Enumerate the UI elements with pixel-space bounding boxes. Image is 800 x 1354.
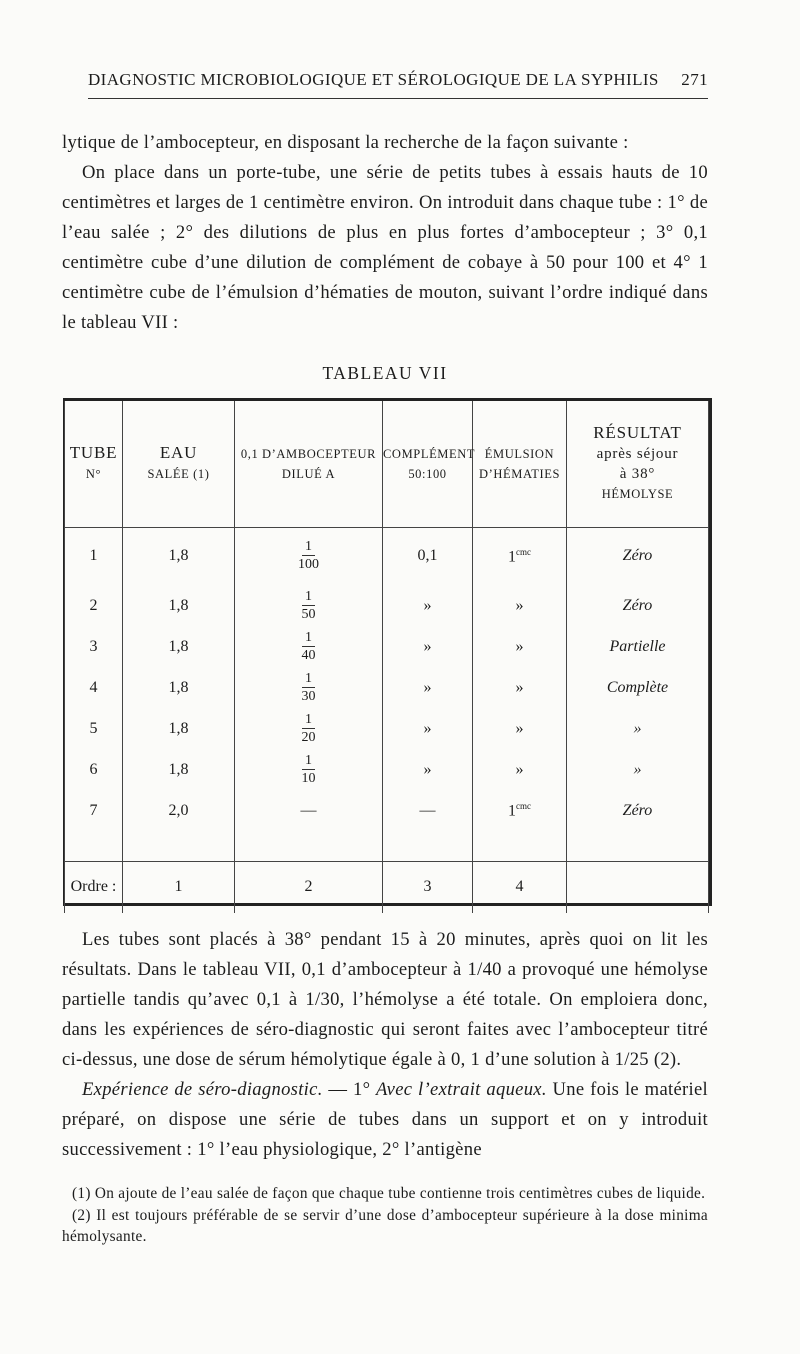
cell-tube: 6 [65,749,123,790]
cell-emulsion [473,708,567,749]
header-rule [88,98,708,99]
cell-emulsion [473,626,567,667]
paragraph-4: Expérience de séro-diagnostic. — 1° Avec l’extrait aqueux. Une fois le matériel préparé, on dispose une série de tubes dans un support et on y introduit successivement : 1° l’eau physiologique, 2° l’antigène [62,1079,708,1160]
table-row [65,527,709,585]
footnote-2: (2) Il est toujours préférable de se servir d’une dose d’ambocepteur supérieure à la dose minima hémolysante. [62,1207,708,1245]
table-body [65,527,709,913]
spacer-cell [567,831,709,861]
emulsion-value: » [515,719,524,737]
dilution-fraction [302,631,316,663]
cell-tube: 2 [65,585,123,626]
order-cell-c4: 4 [473,861,567,913]
cell-complement: — [383,790,473,831]
italic-subheading: Avec l’extrait aqueux. [376,1079,547,1100]
results-table [64,401,709,913]
cell-eau: 1,8 [123,527,235,585]
spacer-cell [65,831,123,861]
order-cell-label: Ordre : [65,861,123,913]
emulsion-value: » [515,596,524,614]
fraction-denominator: 30 [301,688,316,704]
paragraph-2: On place dans un porte-tube, une série de petits tubes à essais hauts de 10 centimètres et larges de 1 centimètre environ. On introduit dans chaque tube : 1° de l’eau salée ; 2° des dilutions de plus en plus fortes d’ambocepteur ; 3° 0,1 centimètre cube d’une dilution de complément de cobaye à 50 pour 100 et 4° 1 centimètre cube de l’émulsion d’hématies de mouton, suivant l’ordre indiqué dans le tableau VII : [62,162,708,333]
order-cell-c5 [567,861,709,913]
cell-ambocepteur [235,626,383,667]
spacer-cell [235,831,383,861]
spacer-cell [383,831,473,861]
cell-eau: 1,8 [123,667,235,708]
fraction-denominator: 50 [301,606,316,622]
dilution-fraction [302,672,316,704]
top-text [62,128,708,338]
cell-tube: 4 [65,667,123,708]
running-header [88,70,708,90]
unit-superscript: cmc [516,546,531,557]
cell-complement: 0,1 [383,527,473,585]
footnotes [62,1183,708,1247]
running-title: DIAGNOSTIC MICROBIOLOGIQUE ET SÉROLOGIQUE DE LA SYPHILIS [88,70,659,89]
cell-complement: » [383,667,473,708]
cell-emulsion [473,585,567,626]
footnote-1: (1) On ajoute de l’eau salée de façon que chaque tube contienne trois centimètres cubes de liquide. [72,1185,706,1202]
cell-complement: » [383,626,473,667]
fraction-denominator: 20 [301,729,316,745]
cell-eau: 2,0 [123,790,235,831]
table-row [65,667,709,708]
cell-resultat: Zéro [567,790,709,831]
cell-tube: 7 [65,790,123,831]
order-cell-c1: 1 [123,861,235,913]
dilution-fraction [302,713,316,745]
unit-superscript: cmc [516,800,531,811]
cell-tube: 5 [65,708,123,749]
col-header-tube: TUBE N° [65,401,123,527]
cell-ambocepteur [235,527,383,585]
fraction-numerator: 1 [302,540,315,556]
fraction-numerator: 1 [302,672,315,688]
col-header-complement: COMPLÉMENT 50:100 [383,401,473,527]
cell-ambocepteur: — [235,790,383,831]
fraction-numerator: 1 [302,754,315,770]
col-header-resultat: RÉSULTAT après séjour à 38° HÉMOLYSE [567,401,709,527]
order-row [65,861,709,913]
order-cell-c2: 2 [235,861,383,913]
dilution-fraction [302,754,316,786]
cell-complement: » [383,749,473,790]
cell-ambocepteur [235,749,383,790]
col-header-ambocepteur: 0,1 D’AMBOCEPTEUR DILUÉ A [235,401,383,527]
cell-eau: 1,8 [123,708,235,749]
cell-tube: 3 [65,626,123,667]
fraction-numerator: 1 [302,631,315,647]
cell-ambocepteur [235,585,383,626]
cell-resultat: » [567,749,709,790]
cell-emulsion [473,749,567,790]
cell-eau: 1,8 [123,749,235,790]
cell-tube: 1 [65,527,123,585]
dilution-fraction [298,540,319,572]
cell-resultat: Zéro [567,585,709,626]
spacer-cell [123,831,235,861]
table-row [65,749,709,790]
table-row [65,626,709,667]
cell-resultat: » [567,708,709,749]
fraction-denominator: 40 [301,647,316,663]
table-header-row [65,401,709,527]
paragraph-3: Les tubes sont placés à 38° pendant 15 à 20 minutes, après quoi on lit les résultats. Dans le tableau VII, 0,1 d’ambocepteur à 1/40 a provoqué une hémolyse partielle tandis qu’avec 0,1 à 1/30, l’hémolyse a été totale. On emploiera donc, dans les expériences de séro-diagnostic qui seront faites avec l’ambocepteur titré ci-dessus, une dose de sérum hémolytique égale à 0, 1 d’une solution à 1/25 (2). [62,929,708,1070]
table-spacer-row [65,831,709,861]
cell-ambocepteur [235,708,383,749]
table-vii [63,398,712,906]
col-header-eau: EAU SALÉE (1) [123,401,235,527]
emulsion-value: 1 [508,547,516,565]
emulsion-value: 1 [508,802,516,820]
cell-emulsion [473,790,567,831]
fraction-numerator: 1 [302,713,315,729]
cell-eau: 1,8 [123,585,235,626]
cell-emulsion [473,527,567,585]
emulsion-value: » [515,678,524,696]
page-number: 271 [681,70,708,89]
bottom-text [62,925,708,1165]
table-row [65,585,709,626]
col-header-emulsion: ÉMULSION D’HÉMATIES [473,401,567,527]
table-row [65,790,709,831]
fraction-denominator: 100 [298,557,319,573]
paragraph-1: lytique de l’ambocepteur, en disposant la recherche de la façon suivante : [62,132,629,153]
emulsion-value: » [515,637,524,655]
table-row [65,708,709,749]
fraction-denominator: 10 [301,770,316,786]
dilution-fraction [302,590,316,622]
cell-eau: 1,8 [123,626,235,667]
emulsion-value: » [515,760,524,778]
cell-resultat: Partielle [567,626,709,667]
table-title: TABLEAU VII [322,363,448,383]
spacer-cell [473,831,567,861]
cell-resultat: Zéro [567,527,709,585]
cell-resultat: Complète [567,667,709,708]
cell-emulsion [473,667,567,708]
cell-complement: » [383,585,473,626]
cell-complement: » [383,708,473,749]
cell-ambocepteur [235,667,383,708]
order-cell-c3: 3 [383,861,473,913]
fraction-numerator: 1 [302,590,315,606]
italic-heading: Expérience de séro-diagnostic. [82,1079,323,1100]
